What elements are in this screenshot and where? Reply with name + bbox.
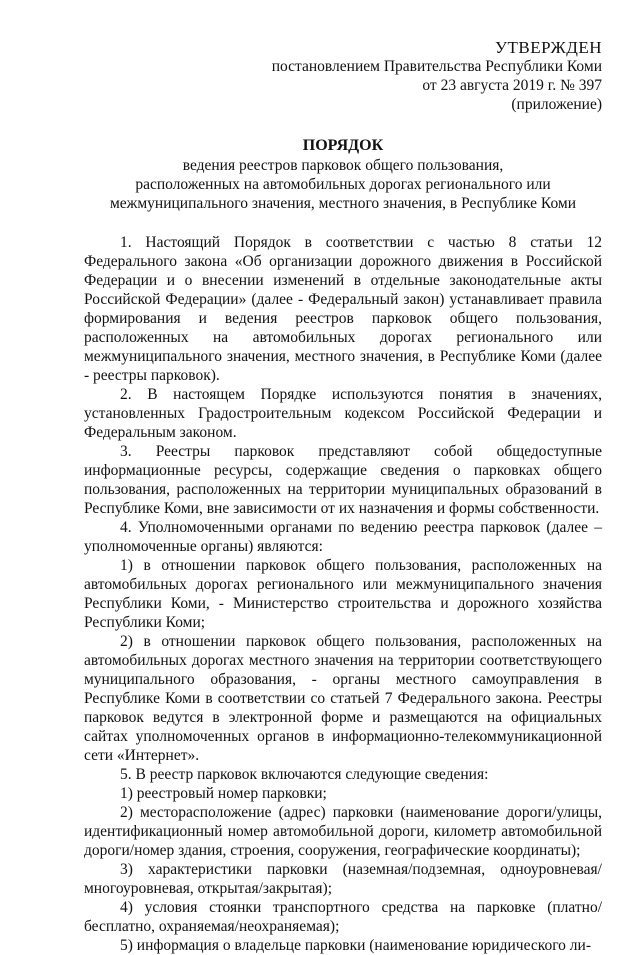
paragraph-2: 2. В настоящем Порядке используются понятия в значениях, установленных Градостроительным кодексом Российской Федерации и Федеральным законом. [84, 386, 602, 441]
paragraph-4-item-2: 2) в отношении парковок общего пользования, расположенных на автомобильных дорогах местного значения на территории соответствующего муниципального образования, - органы местного самоуправления в Республике Коми в соответствии со статьей 7 Федерального закона. Реестры парковок ведутся в электронной форме и размещаются на официальных сайтах уполномоченных органов в информационно-телекоммуникационной сети «Интернет». [84, 633, 602, 764]
approval-authority: постановлением Правительства Республики Коми [271, 58, 602, 75]
approval-date: от 23 августа 2019 г. № 397 [422, 77, 602, 94]
paragraph-1: 1. Настоящий Порядок в соответствии с частью 8 статьи 12 Федерального закона «Об организации дорожного движения в Российской Федерации и о внесении изменений в отдельные законодательные акты Российской Федерации» (далее - Федеральный закон) устанавливает правила формирования и ведения реестров парковок общего пользования, расположенных на автомобильных дорогах регионального или межмуниципального значения, местного значения, в Республике Коми (далее - реестры парковок). [84, 234, 602, 384]
approval-stamp [84, 38, 602, 114]
title-subtitle-line-1: ведения реестров парковок общего пользования, [182, 157, 504, 174]
paragraph-5-item-3: 3) характеристики парковки (наземная/подземная, одноуровневая/многоуровневая, открытая/закрытая); [84, 861, 602, 897]
paragraph-5: 5. В реестр парковок включаются следующие сведения: [120, 766, 489, 783]
approval-note: (приложение) [511, 96, 602, 113]
paragraph-3: 3. Реестры парковок представляют собой общедоступные информационные ресурсы, содержащие сведения о парковках общего пользования, расположенных на территории муниципальных образований в Республике Коми, вне зависимости от их назначения и формы собственности. [84, 443, 602, 517]
document-body [84, 233, 602, 955]
title-subtitle-line-3: межмуниципального значения, местного значения, в Республике Коми [109, 195, 577, 212]
paragraph-5-item-5: 5) информация о владельце парковки (наименование юридического ли- [120, 937, 592, 954]
paragraph-4-item-1: 1) в отношении парковок общего пользования, расположенных на автомобильных дорогах регионального или межмуниципального значения Республики Коми, - Министерство строительства и дорожного хозяйства Республики Коми; [84, 557, 602, 631]
title-main: ПОРЯДОК [302, 137, 384, 154]
paragraph-5-item-2: 2) месторасположение (адрес) парковки (наименование дороги/улицы, идентификационный номер автомобильной дороги, километр автомобильной дороги/номер здания, строения, сооружения, географические координаты); [84, 804, 602, 859]
paragraph-5-item-4: 4) условия стоянки транспортного средства на парковке (платно/бесплатно, охраняемая/неохраняемая); [84, 899, 602, 935]
approval-heading: УТВЕРЖДЕН [495, 38, 602, 57]
paragraph-4: 4. Уполномоченными органами по ведению реестра парковок (далее – уполномоченные органы) являются: [84, 519, 602, 555]
paragraph-5-item-1: 1) реестровый номер парковки; [120, 785, 327, 802]
document-title [84, 136, 602, 213]
title-subtitle-line-2: расположенных на автомобильных дорогах регионального или [135, 176, 551, 193]
